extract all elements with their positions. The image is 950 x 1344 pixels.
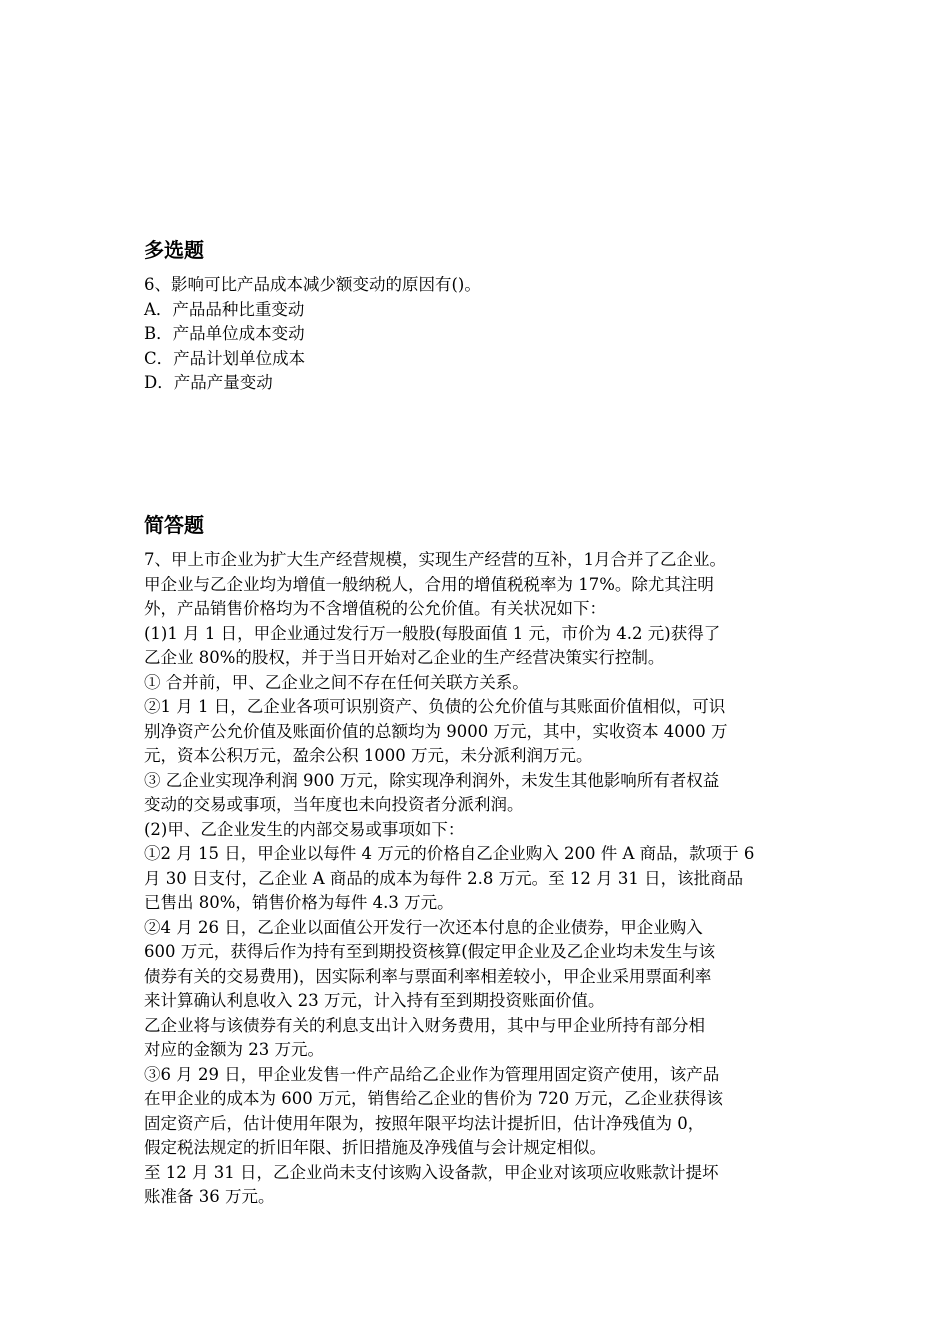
paragraph-line: 账准备 36 万元。 <box>144 1187 275 1206</box>
paragraph-line: ②1 月 1 日，乙企业各项可识别资产、负债的公允价值与其账面价值相似，可识 <box>144 697 726 716</box>
option-b: B．产品单位成本变动 <box>144 324 305 343</box>
multiple-choice-heading: 多选题 <box>144 238 204 262</box>
paragraph-line: 7、甲上市企业为扩大生产经营规模，实现生产经营的互补，1月合并了乙企业。 <box>144 550 726 569</box>
paragraph-line: 外，产品销售价格均为不含增值税的公允价值。有关状况如下： <box>144 599 606 618</box>
paragraph-line: 乙企业将与该债券有关的利息支出计入财务费用，其中与甲企业所持有部分相 <box>144 1015 705 1035</box>
paragraph-line: 别净资产公允价值及账面价值的总额均为 9000 万元，其中，实收资本 4000 万 <box>144 721 728 741</box>
paragraph-line: 甲企业与乙企业均为增值一般纳税人，合用的增值税税率为 17%。除尤其注明 <box>144 574 714 594</box>
paragraph-line: (2)甲、乙企业发生的内部交易或事项如下： <box>144 819 465 839</box>
paragraph-line: 乙企业 80%的股权，并于当日开始对乙企业的生产经营决策实行控制。 <box>144 648 665 667</box>
paragraph-line: ① 合并前，甲、乙企业之间不存在任何关联方关系。 <box>144 672 529 692</box>
option-a: A．产品品种比重变动 <box>144 299 305 319</box>
paragraph-line: 固定资产后，估计使用年限为，按照年限平均法计提折旧，估计净残值为 0， <box>144 1113 705 1133</box>
paragraph-line: 月 30 日支付，乙企业 A 商品的成本为每件 2.8 万元。至 12 月 31 日，该批商品 <box>144 868 744 888</box>
paragraph-line: 元，资本公积万元，盈余公积 1000 万元，未分派利润万元。 <box>144 746 593 765</box>
option-c: C．产品计划单位成本 <box>144 348 306 368</box>
paragraph-line: 至 12 月 31 日，乙企业尚未支付该购入设备款，甲企业对该项应收账款计提坏 <box>144 1162 719 1182</box>
paragraph-line: 对应的金额为 23 万元。 <box>144 1040 324 1059</box>
paragraph-line: 已售出 80%，销售价格为每件 4.3 万元。 <box>144 893 454 912</box>
paragraph-line: 假定税法规定的折旧年限、折旧措施及净残值与会计规定相似。 <box>144 1138 606 1157</box>
paragraph-line: ②4 月 26 日，乙企业以面值公开发行一次还本付息的企业债券，甲企业购入 <box>144 917 703 937</box>
option-d: D．产品产量变动 <box>144 373 273 392</box>
multiple-choice-section <box>144 237 814 396</box>
paragraph-line: 来计算确认利息收入 23 万元，计入持有至到期投资账面价值。 <box>144 991 605 1010</box>
paragraph-line: (1)1 月 1 日，甲企业通过发行万一般股(每股面值 1 元，市价为 4.2 元)获得了 <box>144 623 721 643</box>
short-answer-section <box>144 512 814 1210</box>
paragraph-line: 在甲企业的成本为 600 万元，销售给乙企业的售价为 720 万元，乙企业获得该 <box>144 1089 723 1108</box>
question-7-body <box>144 548 814 1210</box>
paragraph-line: ③ 乙企业实现净利润 900 万元，除实现净利润外，未发生其他影响所有者权益 <box>144 770 720 790</box>
paragraph-line: 债券有关的交易费用)，因实际利率与票面利率相差较小，甲企业采用票面利率 <box>144 966 712 986</box>
paragraph-line: ①2 月 15 日，甲企业以每件 4 万元的价格自乙企业购入 200 件 A 商品，款项于 6 <box>144 844 755 863</box>
paragraph-line: 变动的交易或事项，当年度也未向投资者分派利润。 <box>144 795 524 814</box>
short-answer-heading: 简答题 <box>144 513 204 537</box>
paragraph-line: 600 万元，获得后作为持有至到期投资核算(假定甲企业及乙企业均未发生与该 <box>144 942 716 961</box>
paragraph-line: ③6 月 29 日，甲企业发售一件产品给乙企业作为管理用固定资产使用，该产品 <box>144 1064 720 1084</box>
question-6: 6、影响可比产品成本减少额变动的原因有()。 <box>144 275 481 294</box>
